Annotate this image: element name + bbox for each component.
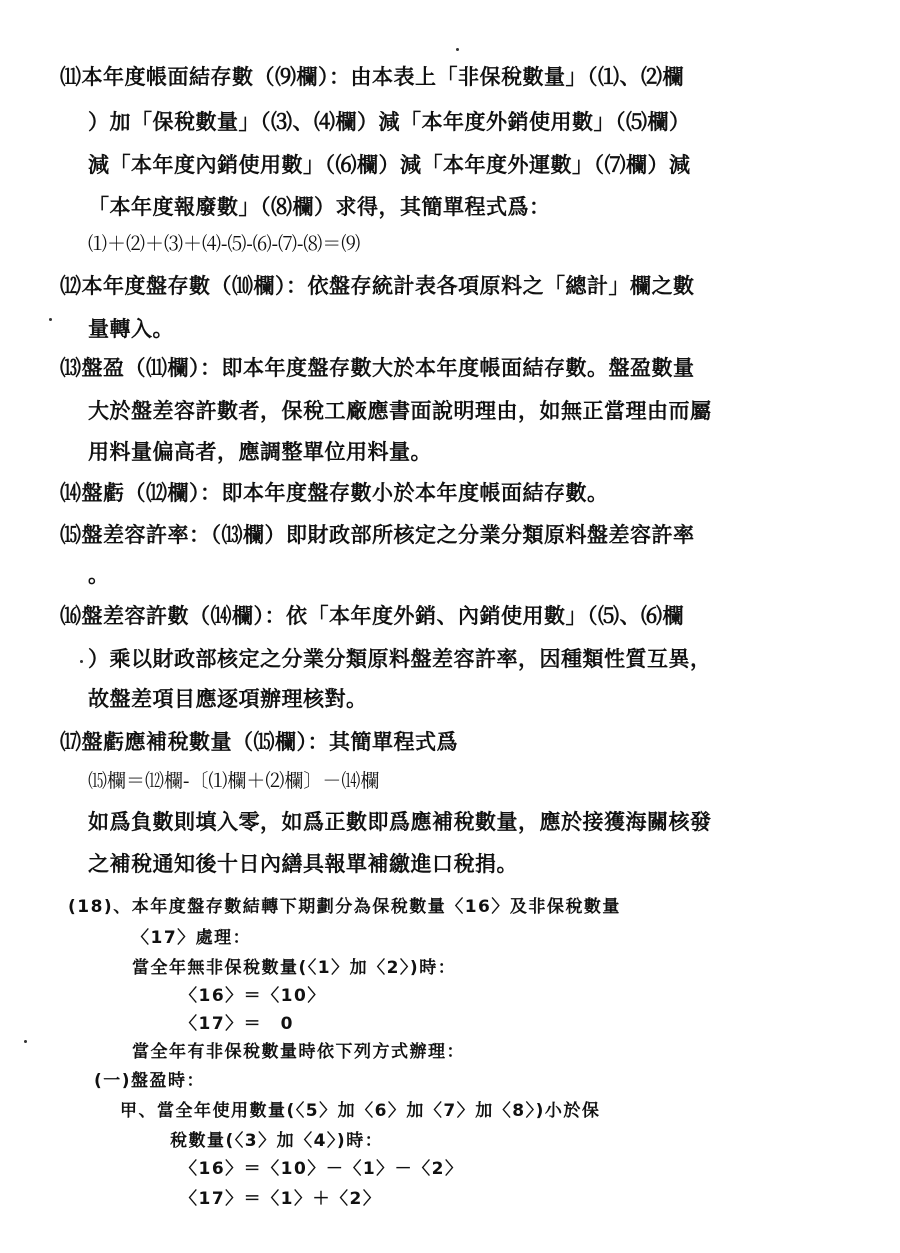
scan-speck (456, 48, 459, 51)
text-line-18-f: 甲、當全年使用數量(〈5〉加〈6〉加〈7〉加〈8〉)小於保 (120, 1101, 601, 1121)
formula-line-2: ⒂欄＝⑿欄-〔⑴欄＋⑵欄〕－⒁欄 (88, 771, 380, 792)
text-line-16-c: 故盤差項目應逐項辦理核對。 (88, 686, 368, 711)
text-line-13-c: 用料量偏高者，應調整單位用料量。 (88, 439, 432, 464)
text-line-11-c: 減「本年度內銷使用數」（⑹欄）減「本年度外運數」（⑺欄）減 (88, 152, 691, 177)
formula-16-subtract: 〈16〉＝〈10〉－〈1〉－〈2〉 (180, 1159, 464, 1179)
formula-17-sum: 〈17〉＝〈1〉＋〈2〉 (180, 1189, 382, 1209)
text-line-11-a: ⑾本年度帳面結存數（⑼欄）：由本表上「非保稅數量」（⑴、⑵欄 (60, 64, 684, 89)
text-line-15-b: 。 (88, 562, 110, 587)
text-line-18-b: 〈17〉處理： (132, 928, 252, 948)
text-line-16-b: ）乘以財政部核定之分業分類原料盤差容許率，因種類性質互異， (88, 646, 712, 671)
text-line-17-d: 之補稅通知後十日內繕具報單補繳進口稅捐。 (88, 851, 518, 876)
formula-17-eq-0: 〈17〉＝ 0 (180, 1014, 294, 1034)
text-line-15-a: ⒂盤差容許率：（⒀欄）即財政部所核定之分業分類原料盤差容許率 (60, 522, 695, 547)
text-line-18-a: (18)、本年度盤存數結轉下期劃分為保稅數量〈16〉及非保稅數量 (68, 897, 621, 917)
text-line-12-a: ⑿本年度盤存數（⑽欄）：依盤存統計表各項原料之「總計」欄之數 (60, 273, 695, 298)
text-line-13-b: 大於盤差容許數者，保稅工廠應書面說明理由，如無正當理由而屬 (88, 398, 712, 423)
text-line-16-a: ⒃盤差容許數（⒁欄）：依「本年度外銷、內銷使用數」（⑸、⑹欄 (60, 603, 684, 628)
text-line-17-a: ⒄盤虧應補稅數量（⒂欄）：其簡單程式爲 (60, 729, 458, 754)
scan-speck (80, 660, 83, 663)
text-line-14: ⒁盤虧（⑿欄）：即本年度盤存數小於本年度帳面結存數。 (60, 480, 609, 505)
text-line-17-c: 如爲負數則填入零，如爲正數即爲應補稅數量，應於接獲海關核發 (88, 809, 712, 834)
text-line-18-c: 當全年無非保稅數量(〈1〉加〈2〉)時： (132, 958, 457, 978)
text-line-11-b: ）加「保稅數量」（⑶、⑷欄）減「本年度外銷使用數」（⑸欄） (88, 109, 691, 134)
text-line-12-b: 量轉入。 (88, 316, 174, 341)
scan-speck (49, 318, 52, 321)
scan-speck (24, 1040, 27, 1043)
text-line-18-g: 稅數量(〈3〉加〈4〉)時： (170, 1131, 384, 1151)
formula-16-eq-10: 〈16〉＝〈10〉 (180, 986, 326, 1006)
text-line-18-d: 當全年有非保稅數量時依下列方式辦理： (132, 1042, 465, 1062)
text-line-18-e: (一)盤盈時： (94, 1071, 206, 1091)
formula-line-1: ⑴＋⑵＋⑶＋⑷-⑸-⑹-⑺-⑻＝⑼ (88, 234, 361, 255)
text-line-13-a: ⒀盤盈（⑾欄）：即本年度盤存數大於本年度帳面結存數。盤盈數量 (60, 355, 695, 380)
text-line-11-d: 「本年度報廢數」（⑻欄）求得，其簡單程式爲： (88, 194, 551, 219)
